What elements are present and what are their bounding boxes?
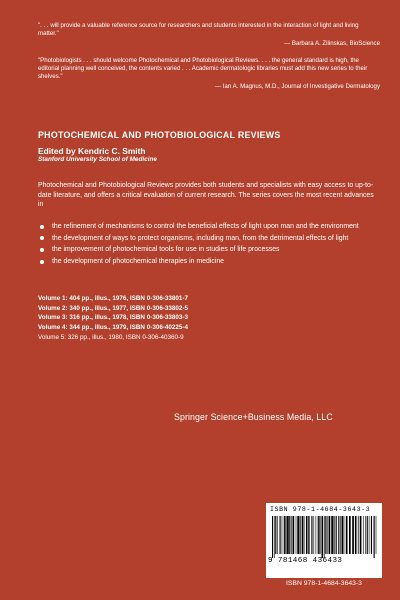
barcode-bar bbox=[371, 516, 372, 554]
barcode-bar bbox=[331, 516, 333, 554]
barcode-bar bbox=[300, 516, 301, 554]
series-description: Photochemical and Photobiological Reviews provides both students and specialists with easy access to up-to-date literature, and offers a critical evaluation of current research. The series covers the most recent advances in bbox=[38, 182, 374, 209]
barcode-bar bbox=[296, 516, 297, 554]
barcode-bar bbox=[363, 516, 364, 554]
volume-label: Volume 1: bbox=[38, 295, 68, 302]
volume-details: 344 pp., illus., 1979, ISBN 0-306-40225-4 bbox=[69, 324, 189, 332]
editor-line: Edited by Kendric C. Smith bbox=[38, 146, 146, 156]
barcode-bar bbox=[376, 516, 377, 554]
list-item-text: the improvement of photochemical tools for use in studies of life processes bbox=[52, 246, 280, 254]
barcode-bar bbox=[293, 516, 295, 554]
barcode-bar bbox=[357, 516, 358, 554]
barcode-bar bbox=[349, 516, 351, 554]
barcode-bar bbox=[333, 516, 334, 554]
barcode-bar bbox=[280, 516, 281, 554]
barcode-bar bbox=[327, 516, 328, 554]
list-item bbox=[38, 222, 378, 232]
quote-attribution: — Barbara A. Zilinskas, BioScience bbox=[284, 40, 380, 48]
barcode-bar bbox=[367, 516, 368, 554]
barcode-bar bbox=[314, 516, 315, 554]
barcode-bar bbox=[285, 516, 286, 554]
barcode-bar bbox=[304, 516, 305, 554]
volume-entry bbox=[38, 304, 188, 314]
volume-entry bbox=[38, 294, 188, 304]
barcode-bar bbox=[319, 516, 320, 554]
barcode-bar bbox=[346, 516, 348, 554]
volume-details: 326 pp., illus., 1980, ISBN 0-306-40360-9 bbox=[67, 333, 184, 341]
list-item bbox=[38, 234, 378, 244]
barcode-bar bbox=[355, 516, 356, 554]
volume-label: Volume 4: bbox=[38, 324, 68, 332]
barcode-bar bbox=[325, 516, 326, 554]
bullet-icon bbox=[40, 225, 44, 229]
volume-entry bbox=[38, 333, 188, 343]
barcode-bar bbox=[324, 516, 325, 558]
barcode-bar bbox=[322, 516, 324, 558]
barcode-bar bbox=[358, 516, 359, 554]
review-quotes bbox=[38, 22, 380, 99]
publisher-name: Springer Science+Business Media, LLC bbox=[174, 412, 333, 422]
barcode-bar bbox=[316, 516, 317, 554]
list-item-text: the refinement of mechanisms to control the beneficial effects of light upon man and the environment bbox=[52, 223, 359, 230]
bullet-icon bbox=[40, 260, 44, 264]
barcode-bar bbox=[275, 516, 276, 554]
bullet-icon bbox=[40, 236, 44, 240]
volume-details: 404 pp., illus., 1976, ISBN 0-306-33801-7 bbox=[69, 295, 189, 302]
barcode-bar bbox=[287, 516, 289, 554]
bullet-icon bbox=[40, 248, 44, 252]
quote-text: ". . . will provide a valuable reference source for researchers and students interested in the interaction of light and living matter." bbox=[38, 22, 359, 38]
volume-details: 316 pp., illus., 1978, ISBN 0-306-33803-3 bbox=[69, 314, 189, 322]
barcode-bar bbox=[352, 516, 354, 554]
series-title: PHOTOCHEMICAL AND PHOTOBIOLOGICAL REVIEWS bbox=[38, 130, 281, 140]
list-item-text: the development of photochemical therapies in medicine bbox=[52, 257, 224, 265]
barcode-bar bbox=[329, 516, 331, 554]
ean-digits: 9 781468 436433 bbox=[268, 557, 343, 565]
barcode-bar bbox=[284, 516, 285, 554]
barcode-bar bbox=[338, 516, 339, 554]
barcode-bar bbox=[289, 516, 290, 554]
barcode-panel bbox=[266, 503, 382, 578]
isbn-label-bottom: ISBN 978-1-4684-3643-3 bbox=[286, 580, 362, 587]
barcode-bar bbox=[318, 516, 319, 554]
barcode-bar bbox=[272, 516, 273, 558]
volume-label: Volume 3: bbox=[38, 314, 68, 322]
volume-details: 340 pp., illus., 1977, ISBN 0-306-33802-5 bbox=[69, 304, 189, 312]
barcode-bar bbox=[282, 516, 283, 554]
barcode-bar bbox=[340, 516, 341, 554]
volume-entry bbox=[38, 323, 188, 333]
volume-label: Volume 2: bbox=[38, 304, 68, 312]
barcode-bar bbox=[365, 516, 366, 554]
editor-affiliation: Stanford University School of Medicine bbox=[38, 156, 157, 163]
quote-1 bbox=[38, 22, 380, 49]
quote-text: "Photobiologists . . . should welcome Photochemical and Photobiological Reviews. . . . the general standard is high, the editorial planning well conceived, the contents varied . . . Academic dermatologic libraries must add this new series to their shelves." bbox=[38, 56, 368, 81]
barcode-bar bbox=[274, 516, 275, 558]
barcode-bar bbox=[308, 516, 309, 554]
barcode-bar bbox=[277, 516, 278, 554]
barcode-bar bbox=[306, 516, 307, 554]
barcode-bar bbox=[291, 516, 292, 554]
barcode-bar bbox=[336, 516, 337, 554]
list-item-text: the development of ways to protect organisms, including man, from the detrimental effects of light bbox=[52, 234, 349, 242]
barcode-bar bbox=[374, 516, 375, 558]
volume-label: Volume 5: bbox=[38, 333, 67, 341]
topics-list bbox=[38, 222, 378, 268]
barcode-bar bbox=[369, 516, 370, 554]
barcode-bar bbox=[360, 516, 362, 554]
volume-entry bbox=[38, 313, 188, 323]
barcode-bar bbox=[297, 516, 299, 554]
barcode-bar bbox=[311, 516, 312, 554]
barcode-bar bbox=[344, 516, 345, 554]
barcode-bar bbox=[342, 516, 344, 554]
quote-2 bbox=[38, 57, 380, 92]
barcode-icon bbox=[270, 516, 378, 558]
isbn-label-top: ISBN 978-1-4684-3643-3 bbox=[270, 506, 371, 513]
quote-attribution: — Ian A. Magnus, M.D., Journal of Investigative Dermatology bbox=[215, 83, 380, 91]
barcode-bar bbox=[309, 516, 310, 554]
barcode-bar bbox=[302, 516, 304, 554]
volume-list bbox=[38, 294, 188, 343]
list-item bbox=[38, 245, 378, 255]
list-item bbox=[38, 257, 378, 267]
